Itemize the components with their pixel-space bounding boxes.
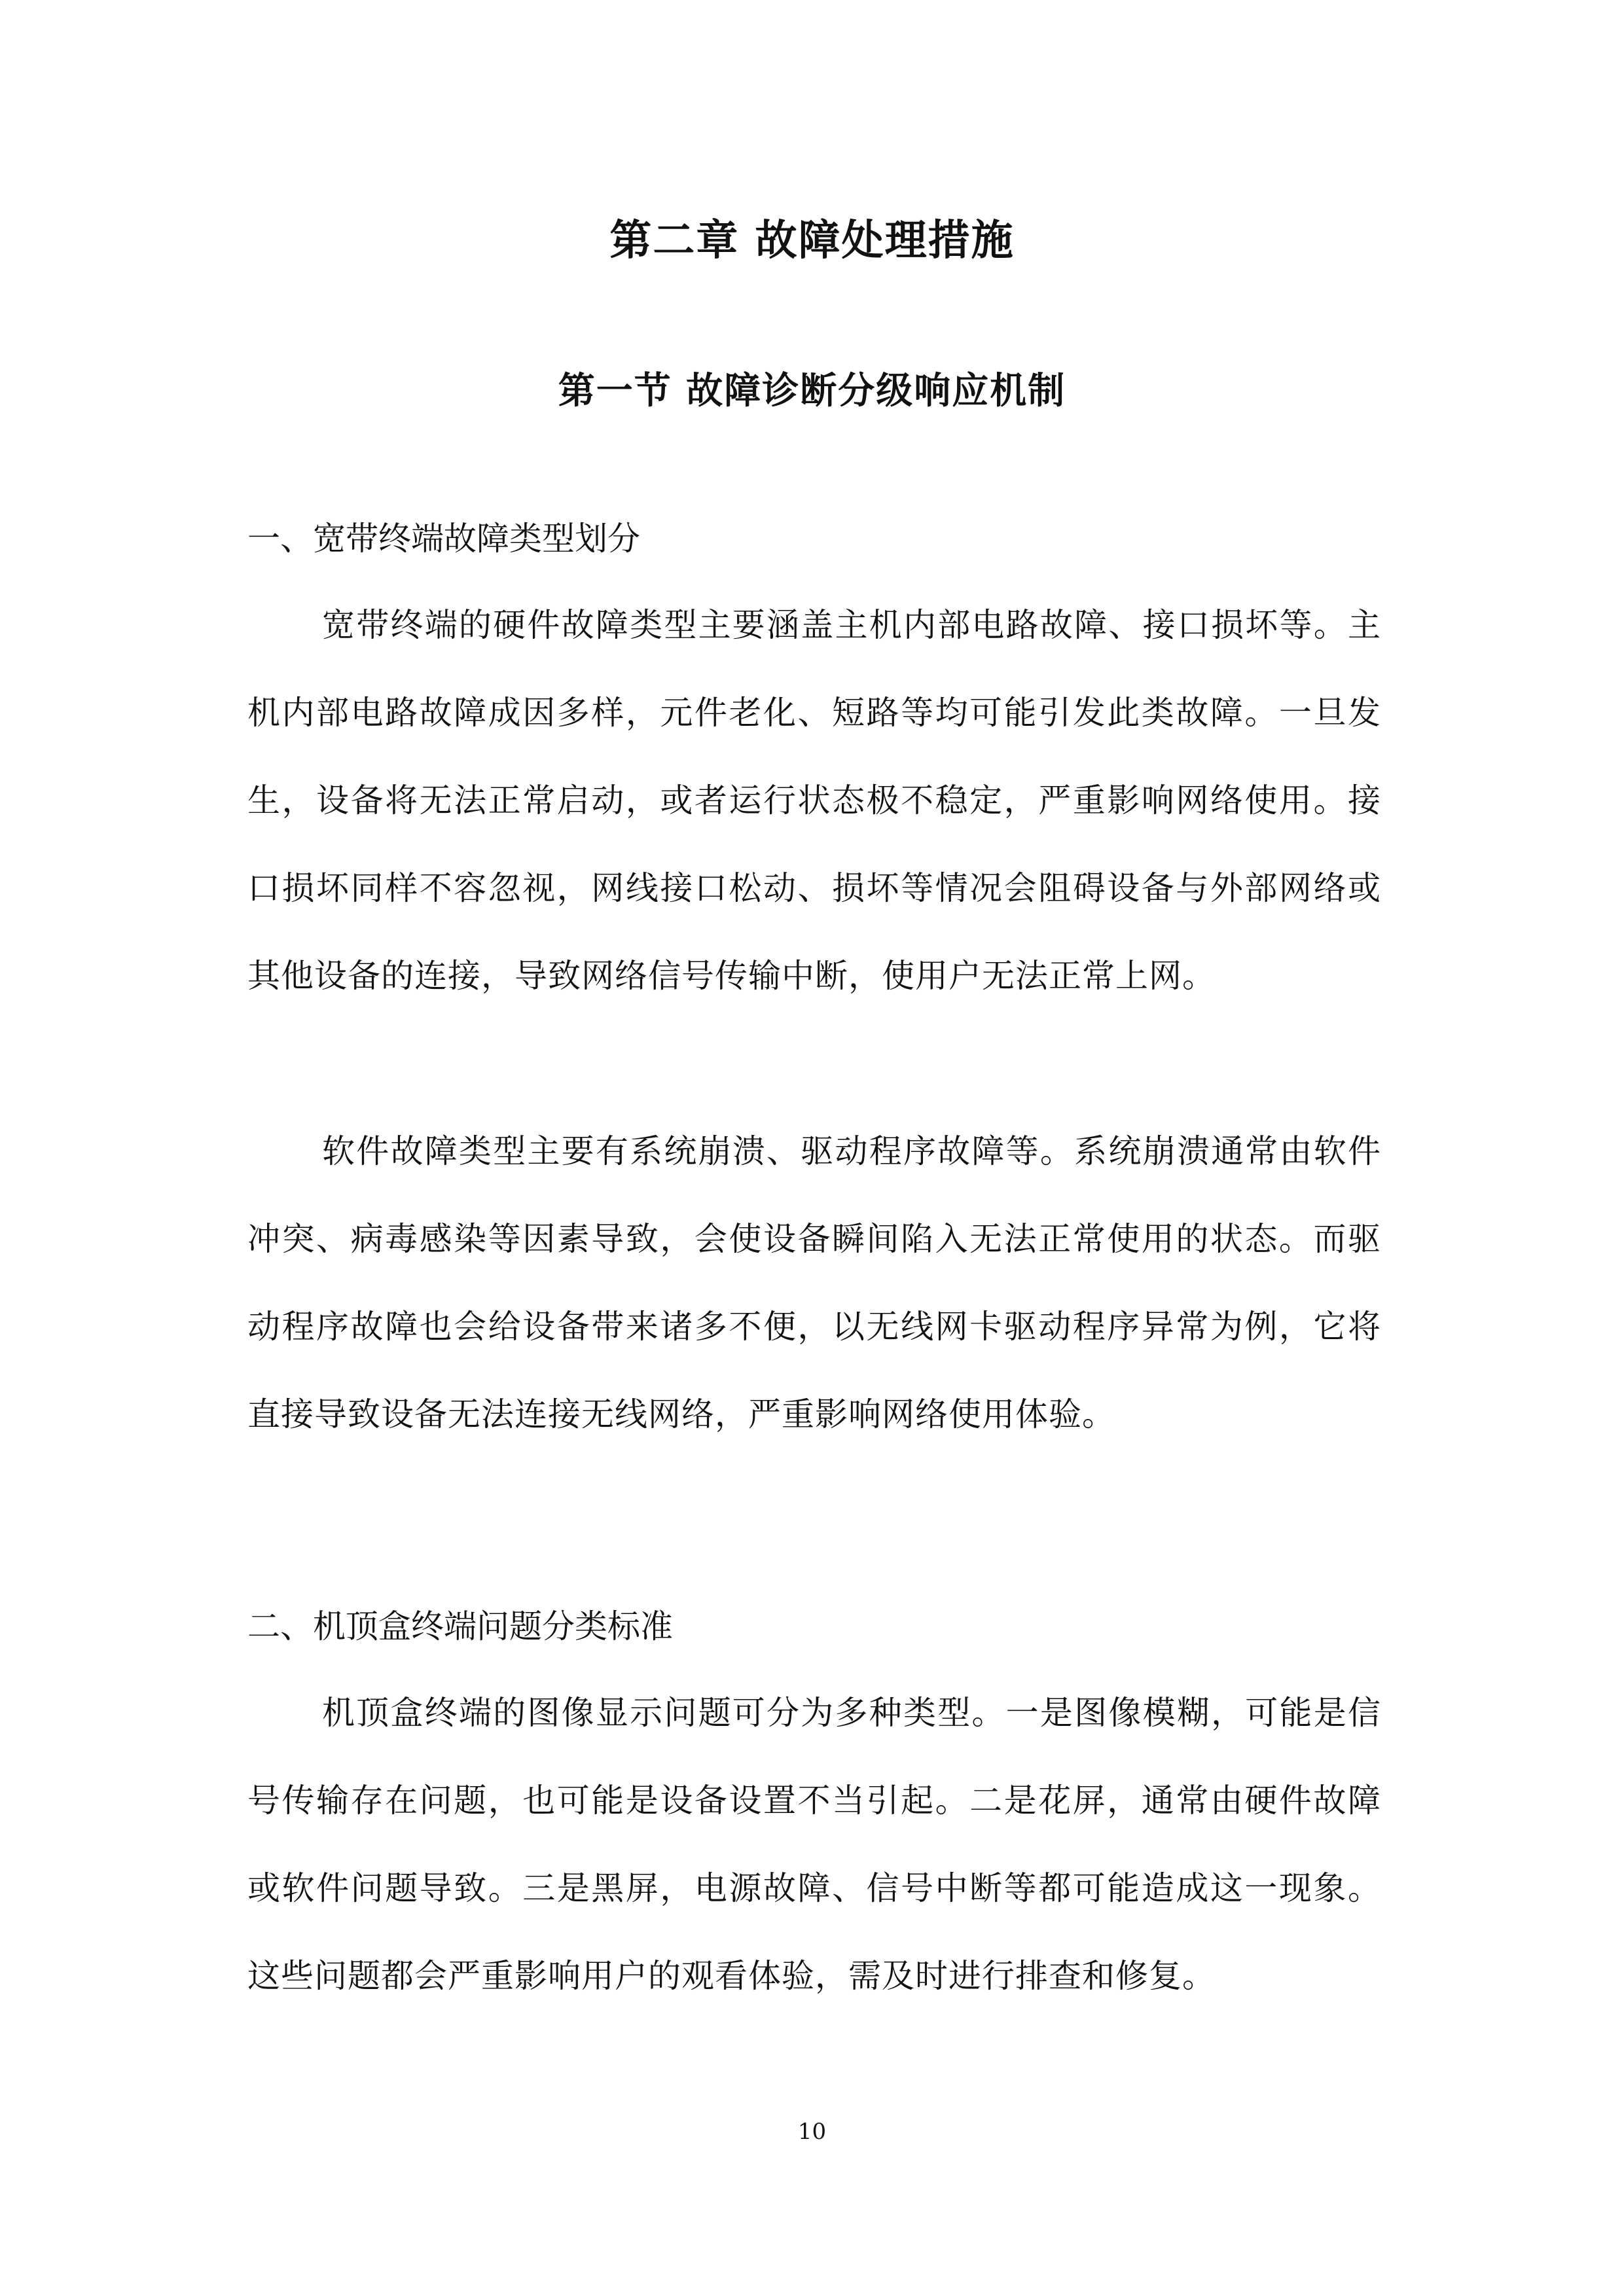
paragraph-software-faults: 软件故障类型主要有系统崩溃、驱动程序故障等。系统崩溃通常由软件冲突、病毒感染等因素导致，会使设备瞬间陷入无法正常使用的状态。而驱动程序故障也会给设备带来诸多不便，以无线网卡驱动程序异常为例，它将直接导致设备无法连接无线网络，严重影响网络使用体验。 xyxy=(247,1132,1381,1433)
paragraph-image-display-issues: 机顶盒终端的图像显示问题可分为多种类型。一是图像模糊，可能是信号传输存在问题，也可能是设备设置不当引起。二是花屏，通常由硬件故障或软件问题导致。三是黑屏，电源故障、信号中断等都可能造成这一现象。这些问题都会严重影响用户的观看体验，需及时进行排查和修复。 xyxy=(247,1694,1381,1995)
paragraph-hardware-faults: 宽带终端的硬件故障类型主要涵盖主机内部电路故障、接口损坏等。主机内部电路故障成因多样，元件老化、短路等均可能引发此类故障。一旦发生，设备将无法正常启动，或者运行状态极不稳定，严重影响网络使用。接口损坏同样不容忽视，网线接口松动、损坏等情况会阻碍设备与外部网络或其他设备的连接，导致网络信号传输中断，使用户无法正常上网。 xyxy=(247,606,1381,995)
chapter-title: 第二章 故障处理措施 xyxy=(609,216,1015,265)
heading-broadband-fault-types: 一、宽带终端故障类型划分 xyxy=(247,520,640,558)
heading-settop-box-issues: 二、机顶盒终端问题分类标准 xyxy=(247,1607,673,1645)
section-title: 第一节 故障诊断分级响应机制 xyxy=(558,369,1066,412)
page-number: 10 xyxy=(797,2119,827,2145)
